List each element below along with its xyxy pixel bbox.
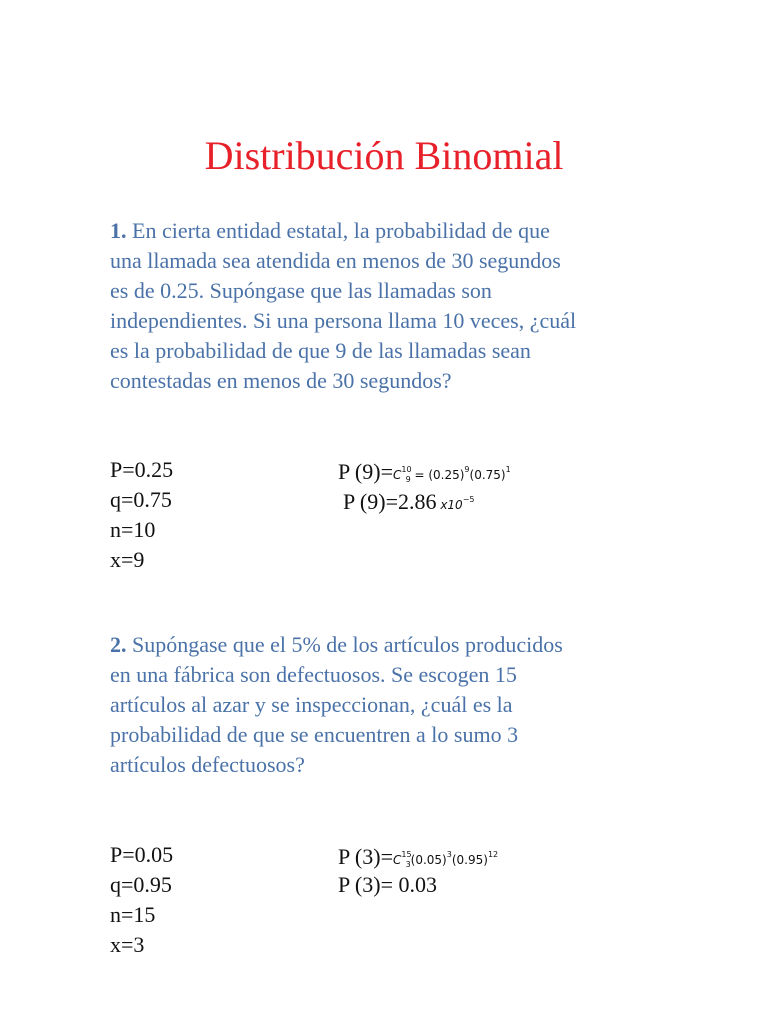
problem-2-line-text: Supóngase que el 5% de los artículos producidos [126, 632, 563, 657]
problem-1-line-text: En cierta entidad estatal, la probabilidad de que [126, 218, 550, 243]
problem-2-number: 2. [110, 632, 127, 657]
problem-1-number: 1. [110, 218, 127, 243]
given-x: x=3 [110, 932, 145, 957]
problem-1-line: una llamada sea atendida en menos de 30 segundos [110, 248, 561, 273]
result-sci [436, 495, 475, 512]
result-lhs: P (9)=2.86 [343, 489, 437, 514]
page-title: Distribución Binomial [204, 133, 564, 178]
combination-symbol: C [392, 468, 402, 482]
formula-exp-2: 1 [505, 465, 511, 474]
problem-1-line: es de 0.25. Supóngase que las llamadas son [110, 278, 492, 303]
formula-expression [392, 465, 511, 484]
combination-bottom: 3 [405, 860, 411, 869]
problem-2-result: P (3)= 0.03 [338, 872, 437, 897]
problem-2-line: artículos al azar y se inspeccionan, ¿cuál es la [110, 692, 513, 717]
given-p: P=0.25 [110, 457, 174, 482]
combination-top: 10 [401, 465, 412, 474]
given-x: x=9 [110, 547, 145, 572]
formula-exp-1: 9 [464, 465, 470, 474]
sci-base: x10 [440, 498, 463, 512]
combination-top: 15 [401, 850, 412, 859]
problem-2-line [110, 630, 670, 660]
formula-base-1: (0.05) [410, 853, 447, 867]
problem-1-line: independientes. Si una persona llama 10 veces, ¿cuál [110, 308, 577, 333]
problem-2-line: artículos defectuosos? [110, 752, 305, 777]
combination-symbol: C [392, 853, 402, 867]
problem-2-given [110, 840, 173, 960]
problem-1-given [110, 455, 173, 575]
formula-exp-1: 3 [446, 850, 452, 859]
given-n: n=15 [110, 902, 156, 927]
given-n: n=10 [110, 517, 156, 542]
formula-expression [392, 850, 499, 869]
formula-base-1: = (0.25) [410, 468, 465, 482]
problem-2-line: en una fábrica son defectuosos. Se escogen 15 [110, 662, 517, 687]
given-q: q=0.75 [110, 487, 172, 512]
formula-lhs: P (3)= [338, 844, 393, 869]
formula-base-2: (0.95) [451, 853, 488, 867]
problem-1-line [110, 216, 670, 246]
formula-lhs: P (9)= [338, 459, 393, 484]
given-p: P=0.05 [110, 842, 174, 867]
given-q: q=0.95 [110, 872, 172, 897]
formula-exp-2: 12 [487, 850, 499, 859]
problem-1-result [343, 485, 474, 520]
problem-2-text [110, 630, 670, 780]
problem-1-line: es la probabilidad de que 9 de las llamadas sean [110, 338, 531, 363]
problem-1-line: contestadas en menos de 30 segundos? [110, 368, 452, 393]
problem-2-line: probabilidad de que se encuentren a lo sumo 3 [110, 722, 519, 747]
formula-base-2: (0.75) [469, 468, 506, 482]
sci-exponent: −5 [462, 495, 475, 504]
combination-bottom: 9 [405, 475, 411, 484]
problem-1-text [110, 216, 670, 396]
